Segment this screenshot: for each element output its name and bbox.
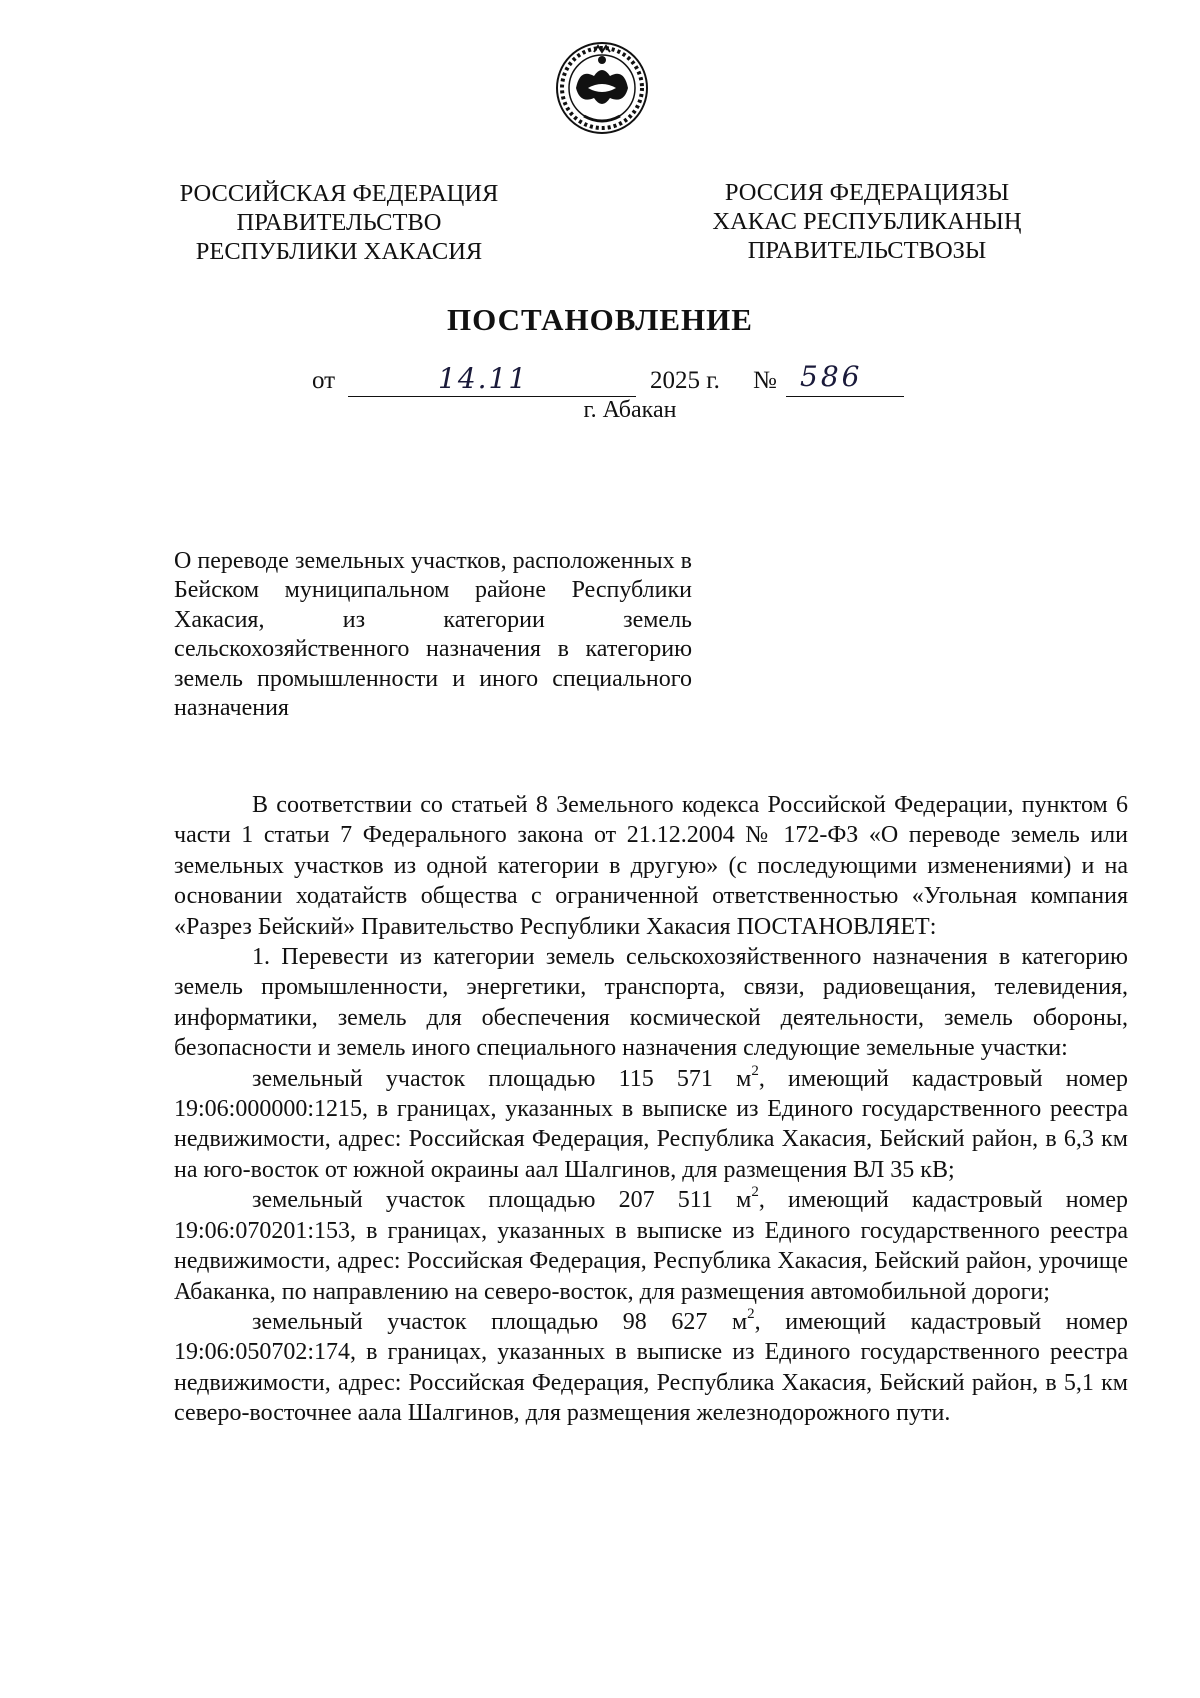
plot-1 xyxy=(174,1064,1128,1186)
header-right-line-3: ПРАВИТЕЛЬСТВОЗЫ xyxy=(747,237,987,264)
document-title: ПОСТАНОВЛЕНИЕ xyxy=(447,302,753,337)
area-unit: м xyxy=(736,1187,752,1214)
plot-1-suffix: , имеющий кадастровый номер 19:06:000000:1215, в границах, указанных в выписке из Единого государственного реестра недвижимости, адрес: Российская Федерация, Республика Хакасия, Бейский район, в 6,3 км на юго-восток от южной окраины аал Шалгинов, для размещения ВЛ 35 кВ; xyxy=(174,1065,1128,1183)
plot-1-prefix: земельный участок площадью 115 571 xyxy=(252,1065,713,1092)
plot-2-prefix: земельный участок площадью 207 511 xyxy=(252,1187,713,1214)
area-unit-sup: 2 xyxy=(751,1062,759,1079)
header-left-line-1: РОССИЙСКАЯ ФЕДЕРАЦИЯ xyxy=(179,180,499,207)
plot-3-suffix: , имеющий кадастровый номер 19:06:050702:174, в границах, указанных в выписке из Единого государственного реестра недвижимости, адрес: Российская Федерация, Республика Хакасия, Бейский район, в 5,1 км северо-восточнее аала Шалгинов, для размещения железнодорожного пути. xyxy=(174,1308,1129,1427)
plot-3 xyxy=(174,1307,1128,1429)
from-label: от xyxy=(312,367,336,394)
handwritten-number: 586 xyxy=(800,360,863,393)
header-right-line-1: РОССИЯ ФЕДЕРАЦИЯЗЫ xyxy=(724,179,1010,206)
item-1: 1. Перевести из категории земель сельскохозяйственного назначения в категорию земель промышленности, энергетики, транспорта, связи, радиовещания, телевидения, информатики, земель для обеспечения космической деятельности, земель обороны, безопасности и земель иного специального назначения следующие земельные участки: xyxy=(174,944,1128,1062)
header-right-line-2: ХАКАС РЕСПУБЛИКАНЫҢ xyxy=(712,208,1022,235)
area-unit: м xyxy=(736,1065,752,1092)
plot-2-suffix: , имеющий кадастровый номер 19:06:070201:153, в границах, указанных в выписке из Единого государственного реестра недвижимости, адрес: Российская Федерация, Республика Хакасия, Бейский район, урочище Абаканка, по направлению на северо-восток, для размещения автомобильной дороги; xyxy=(174,1187,1128,1305)
preamble: В соответствии со статьей 8 Земельного кодекса Российской Федерации, пунктом 6 части 1 статьи 7 Федерального закона от 21.12.2004 № 172-ФЗ «О переводе земель или земельных участков из одной категории в другую» (с последующими изменениями) и на основании ходатайств общества с ограниченной ответственностью «Угольная компания «Разрез Бейский» Правительство Республики Хакасия ПОСТАНОВЛЯЕТ: xyxy=(174,792,1128,940)
number-sign: № xyxy=(753,367,777,394)
coat-of-arms-icon xyxy=(554,38,650,138)
handwritten-date: 14.11 xyxy=(438,362,529,395)
header-left xyxy=(170,179,508,266)
document-subject: О переводе земельных участков, расположенных в Бейском муниципальном районе Республики Хакасия, из категории земель сельскохозяйственного назначения в категорию земель промышленности и иного специального назначения xyxy=(174,548,692,722)
city: г. Абакан xyxy=(583,397,677,423)
area-unit-sup: 2 xyxy=(751,1184,759,1201)
plot-2 xyxy=(174,1185,1128,1307)
header-left-line-3: РЕСПУБЛИКИ ХАКАСИЯ xyxy=(195,238,483,265)
header-right xyxy=(702,178,1032,265)
area-unit: м xyxy=(731,1308,748,1335)
header-left-line-2: ПРАВИТЕЛЬСТВО xyxy=(236,209,442,236)
plot-3-prefix: земельный участок площадью 98 627 xyxy=(252,1308,708,1335)
document-body xyxy=(174,790,1128,1429)
year: 2025 г. xyxy=(650,367,720,394)
area-unit-sup: 2 xyxy=(747,1305,755,1322)
